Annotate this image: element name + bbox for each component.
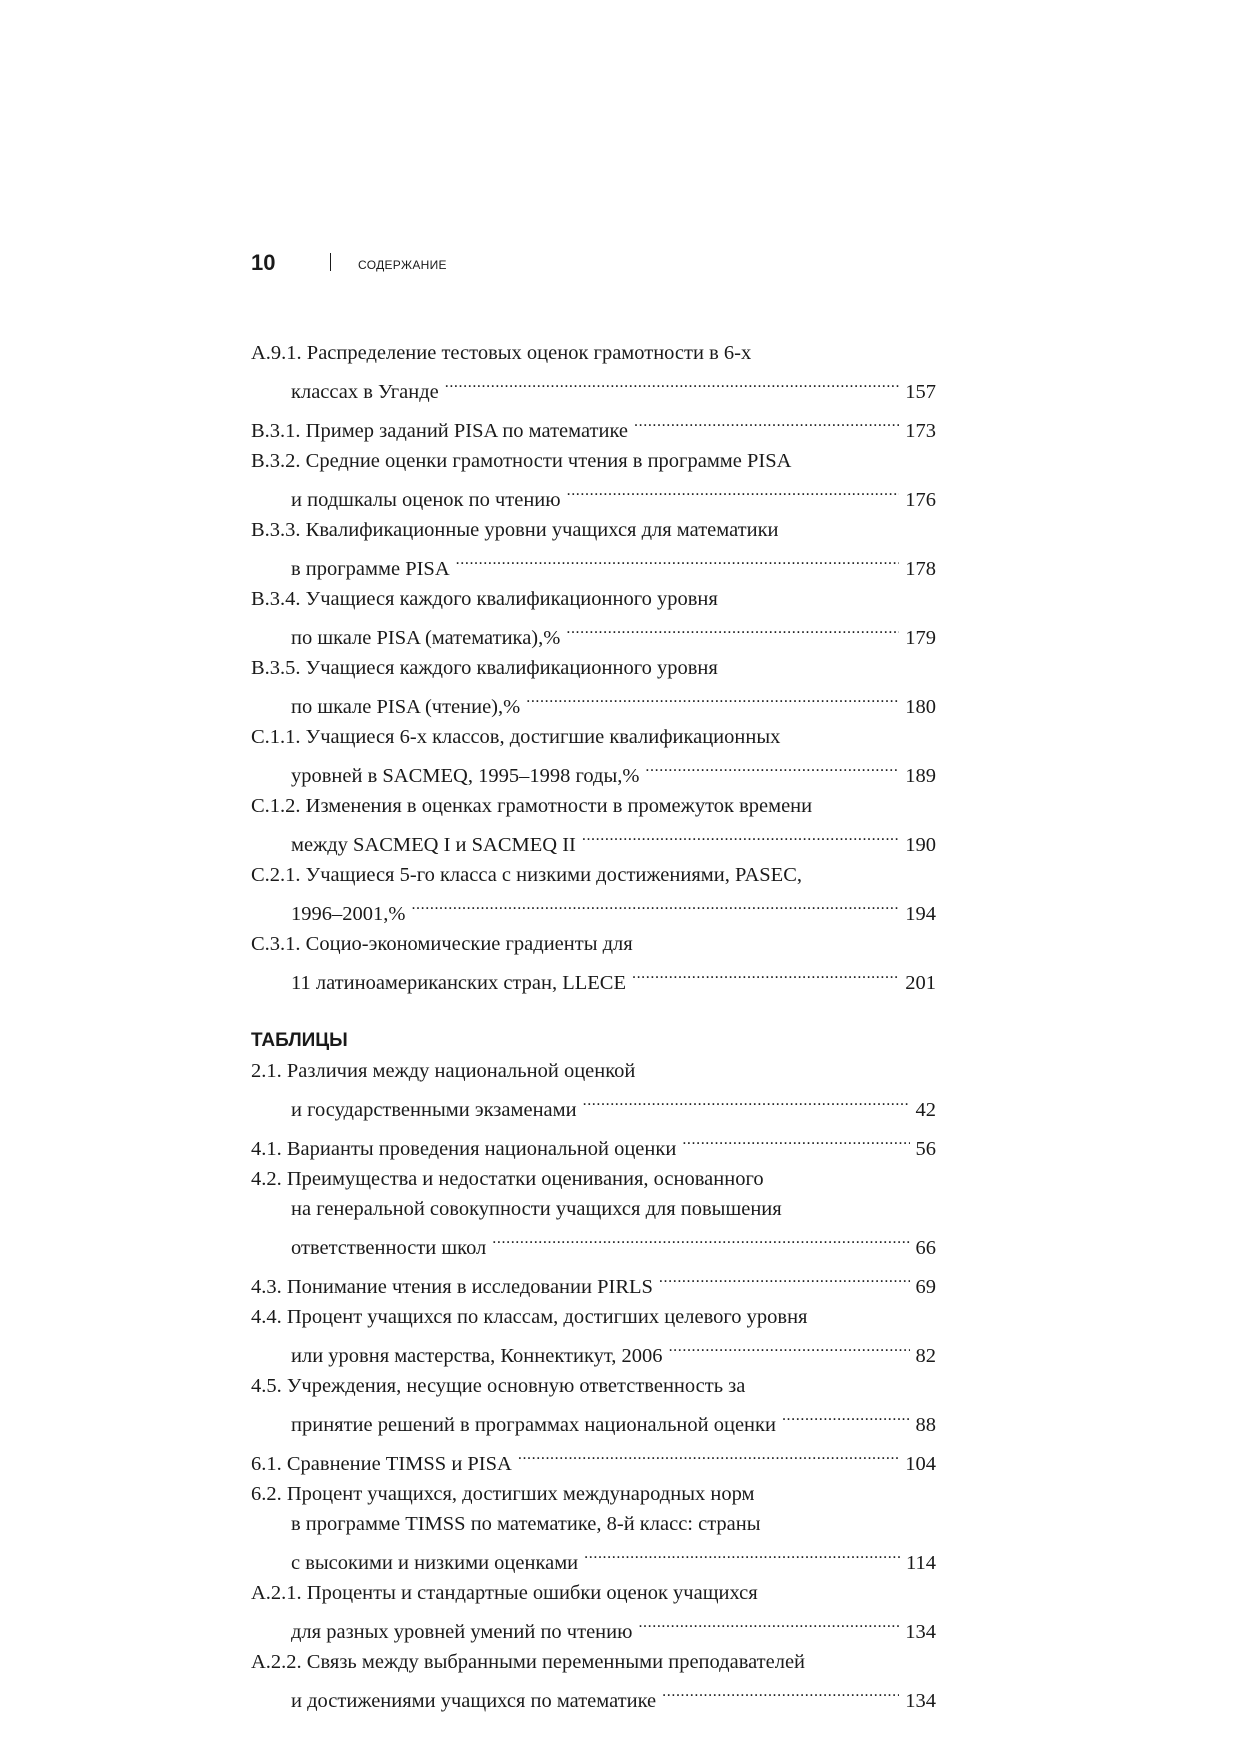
toc-entry-title: принятие решений в программах национальной оценки [291,1414,776,1436]
tables-list [251,1056,936,1716]
toc-entry-last-line [251,1401,936,1440]
toc-entry-last-line [251,368,936,407]
toc-entry-last-line [251,752,936,791]
toc-entry-last-line [251,683,936,722]
toc-entry-last-line [251,1539,936,1578]
toc-entry-last-line [251,890,936,929]
toc-entry-line: на генеральной совокупности учащихся для повышения [291,1198,782,1220]
table-of-contents [251,338,936,1716]
toc-entry[interactable] [251,653,936,722]
toc-entry[interactable] [251,1164,936,1263]
dot-leader [669,1332,910,1362]
toc-entry-line: 4.4. Процент учащихся по классам, достигших целевого уровня [251,1306,808,1328]
toc-entry-last-line [251,407,936,446]
header-divider [330,253,331,271]
dot-leader [456,545,900,575]
dot-leader [518,1440,899,1470]
toc-entry[interactable] [251,1440,936,1479]
toc-entry-last-line [251,1263,936,1302]
toc-page-number: 88 [915,1414,936,1436]
toc-entry-title: и достижениями учащихся по математике [291,1690,657,1712]
dot-leader [411,890,899,920]
toc-page-number: 42 [915,1099,936,1121]
toc-entry-last-line [251,1086,936,1125]
toc-page-number: 56 [915,1138,936,1160]
toc-entry-last-line [251,1608,936,1647]
toc-entry-title: 11 латиноамериканских стран, LLECE [291,972,626,994]
toc-page-number: 134 [905,1621,936,1643]
toc-entry-title: по шкале PISA (чтение),% [291,696,521,718]
dot-leader [682,1125,909,1155]
toc-entry[interactable] [251,929,936,998]
toc-entry-title: B.3.1. Пример заданий PISA по математике [251,420,629,442]
toc-entry-line: C.1.2. Изменения в оценках грамотности в промежуток времени [251,795,813,817]
dot-leader [659,1263,910,1293]
toc-entry-line: A.9.1. Распределение тестовых оценок грамотности в 6-х [251,342,752,364]
toc-entry[interactable] [251,1263,936,1302]
toc-page-number: 134 [905,1690,936,1712]
toc-entry[interactable] [251,515,936,584]
toc-entry-title: с высокими и низкими оценками [291,1552,579,1574]
toc-page-number: 201 [905,972,936,994]
toc-entry[interactable] [251,722,936,791]
toc-entry-title: 4.3. Понимание чтения в исследовании PIRLS [251,1276,653,1298]
dot-leader [582,821,899,851]
toc-entry-line: A.2.2. Связь между выбранными переменными преподавателей [251,1651,806,1673]
dot-leader [526,683,899,713]
toc-entry[interactable] [251,1647,936,1716]
toc-entry-line: 6.2. Процент учащихся, достигших международных норм [251,1483,755,1505]
toc-entry-last-line [251,1224,936,1263]
toc-entry[interactable] [251,860,936,929]
toc-entry-line: B.3.2. Средние оценки грамотности чтения в программе PISA [251,450,792,472]
toc-entry-line: 4.5. Учреждения, несущие основную ответственность за [251,1375,746,1397]
toc-page-number: 180 [905,696,936,718]
toc-entry[interactable] [251,446,936,515]
toc-entry-last-line [251,1125,936,1164]
toc-entry-line: B.3.5. Учащиеся каждого квалификационного уровня [251,657,718,679]
toc-entry-title: ответственности школ [291,1237,487,1259]
toc-page-number: 176 [905,489,936,511]
toc-page-number: 190 [905,834,936,856]
tables-heading: ТАБЛИЦЫ [251,1030,348,1051]
toc-entry-last-line [251,614,936,653]
dot-leader [645,752,899,782]
toc-entry[interactable] [251,1056,936,1125]
toc-entry[interactable] [251,584,936,653]
toc-page-number: 157 [905,381,936,403]
toc-entry-line: C.3.1. Социо-экономические градиенты для [251,933,633,955]
toc-entry-last-line [251,476,936,515]
toc-page-number: 194 [905,903,936,925]
toc-entry-title: по шкале PISA (математика),% [291,627,561,649]
toc-entry-line: B.3.4. Учащиеся каждого квалификационного уровня [251,588,718,610]
running-head: СОДЕРЖАНИЕ [358,258,447,272]
toc-page-number: 178 [905,558,936,580]
dot-leader [782,1401,910,1431]
dot-leader [584,1539,900,1569]
toc-page-number: 189 [905,765,936,787]
toc-entry-title: для разных уровней умений по чтению [291,1621,633,1643]
toc-entry[interactable] [251,791,936,860]
toc-entry-last-line [251,545,936,584]
page-header [251,250,951,280]
toc-entry[interactable] [251,1479,936,1578]
toc-entry-last-line [251,1677,936,1716]
toc-entry-line: 4.2. Преимущества и недостатки оценивания, основанного [251,1168,764,1190]
dot-leader [638,1608,899,1638]
dot-leader [492,1224,909,1254]
toc-page-number: 179 [905,627,936,649]
dot-leader [632,959,899,989]
toc-entry-line: 2.1. Различия между национальной оценкой [251,1060,636,1082]
toc-page-number: 104 [905,1453,936,1475]
toc-entry[interactable] [251,1302,936,1371]
dot-leader [634,407,899,437]
toc-entry-line: A.2.1. Проценты и стандартные ошибки оценок учащихся [251,1582,758,1604]
dot-leader [445,368,900,398]
toc-entry-title: и подшкалы оценок по чтению [291,489,561,511]
toc-entry-last-line [251,1440,936,1479]
toc-entry[interactable] [251,1371,936,1440]
toc-entry-title: 1996–2001,% [291,903,406,925]
toc-entry-title: в программе PISA [291,558,450,580]
toc-entry-title: 6.1. Сравнение TIMSS и PISA [251,1453,512,1475]
toc-page-number: 173 [905,420,936,442]
figures-list [251,338,936,998]
toc-entry-line: C.1.1. Учащиеся 6-х классов, достигшие квалификационных [251,726,781,748]
dot-leader [662,1677,899,1707]
toc-entry-last-line [251,1332,936,1371]
toc-entry-title: 4.1. Варианты проведения национальной оценки [251,1138,677,1160]
toc-entry-title: классах в Уганде [291,381,439,403]
page-number: 10 [251,250,276,275]
toc-entry[interactable] [251,338,936,407]
toc-entry-title: между SACMEQ I и SACMEQ II [291,834,576,856]
toc-page-number: 66 [915,1237,936,1259]
toc-entry-title: или уровня мастерства, Коннектикут, 2006 [291,1345,663,1367]
toc-page-number: 69 [915,1276,936,1298]
toc-entry-title: и государственными экзаменами [291,1099,577,1121]
toc-entry-last-line [251,821,936,860]
dot-leader [566,614,899,644]
toc-entry-last-line [251,959,936,998]
dot-leader [583,1086,910,1116]
toc-entry-line: B.3.3. Квалификационные уровни учащихся для математики [251,519,779,541]
toc-page-number: 82 [915,1345,936,1367]
toc-entry[interactable] [251,407,936,446]
toc-entry-line: в программе TIMSS по математике, 8-й класс: страны [291,1513,761,1535]
toc-entry[interactable] [251,1578,936,1647]
toc-entry-title: уровней в SACMEQ, 1995–1998 годы,% [291,765,640,787]
toc-page-number: 114 [906,1552,936,1574]
dot-leader [567,476,900,506]
toc-entry[interactable] [251,1125,936,1164]
toc-entry-line: C.2.1. Учащиеся 5-го класса с низкими достижениями, PASEC, [251,864,803,886]
